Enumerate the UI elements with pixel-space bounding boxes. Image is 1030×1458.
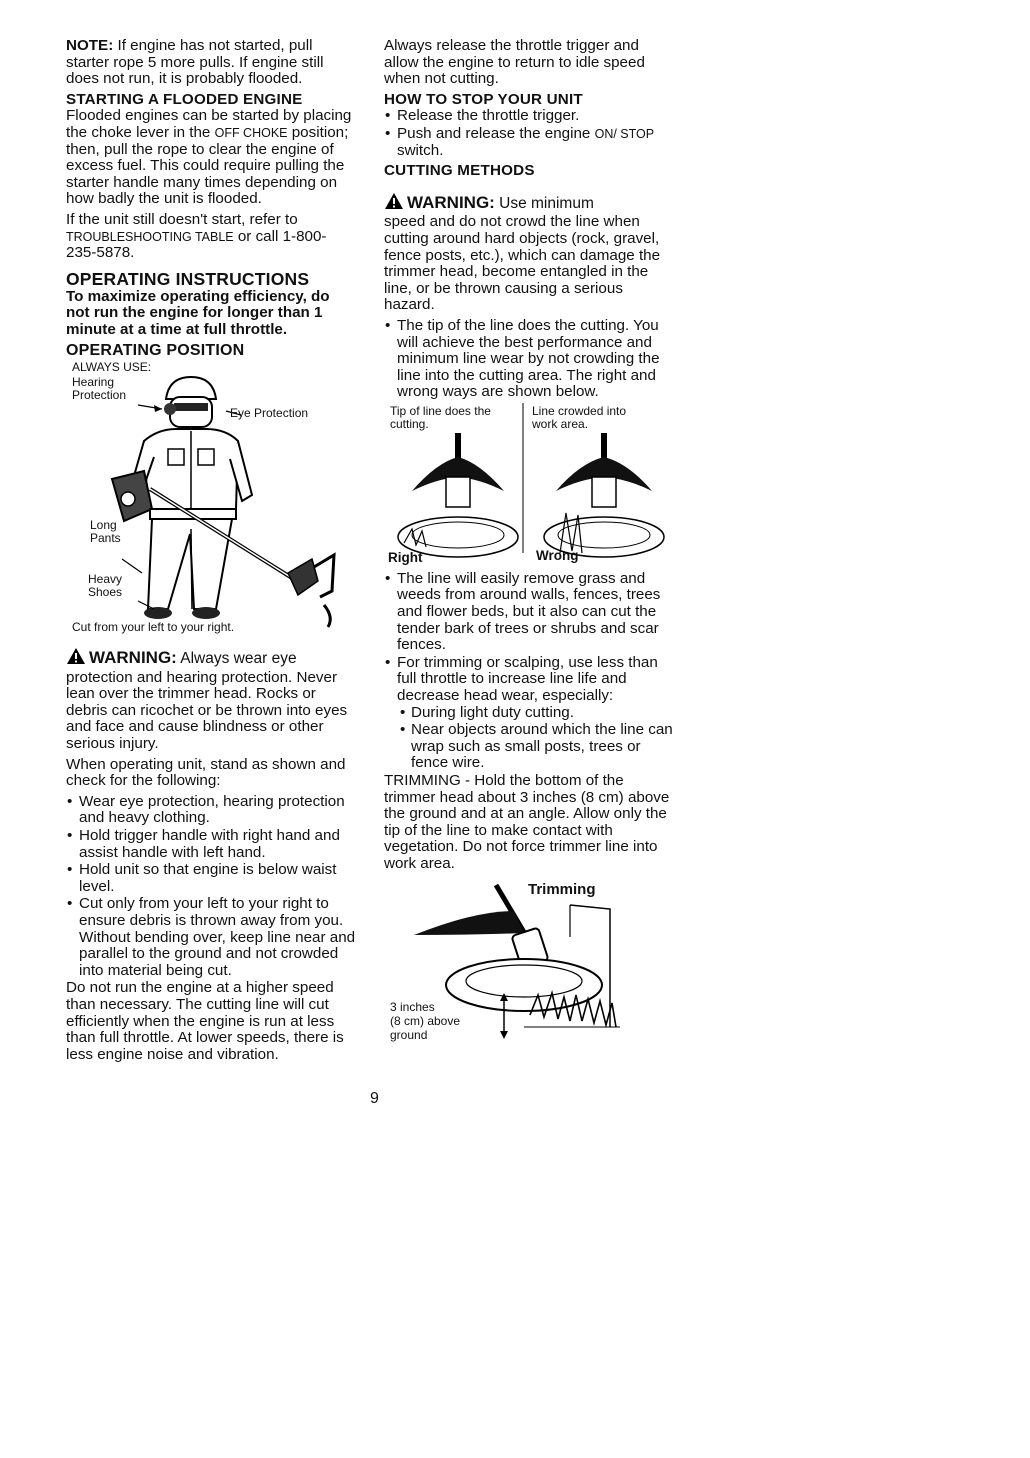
stop-text-b: switch.: [397, 141, 444, 159]
right-wrong-figure: [384, 403, 674, 567]
stop-list: [384, 108, 674, 159]
always-use-label: ALWAYS USE:: [72, 360, 152, 375]
list-item: [384, 655, 674, 772]
troubleshoot-text-b: or call 1-800-235-5878.: [66, 227, 327, 262]
long-pants-label-line2: Pants: [90, 531, 121, 546]
cutting-methods-heading: CUTTING METHODS: [384, 162, 535, 180]
list-item: • The line will easily remove grass and weeds from around walls, fences, trees and flower beds, but it also can cut the tender bark of trees or shrubs and scar fences.: [384, 571, 674, 654]
eye-warning-text: protection and hearing protection. Never lean over the trimmer head. Rocks or debris can ricochet or be thrown into eyes and face and cause blindness or other serious injury.: [66, 668, 348, 753]
warning-triangle-icon: [384, 192, 404, 215]
speed-warning-text: speed and do not crowd the line when cutting around hard objects (rock, gravel, fence posts, etc.), which can damage the trimmer head, become entangled in the line, or be thrown causing a serious hazard.: [384, 213, 661, 314]
list-item: • Near objects around which the line can wrap such as small posts, trees or fence wire.: [399, 722, 674, 772]
tip-caption-line1: Tip of line does the: [390, 403, 491, 418]
right-column: [384, 38, 674, 1053]
heavy-shoes-label-line2: Shoes: [88, 585, 123, 600]
tip-caption-line2: cutting.: [390, 416, 429, 431]
trimming-paragraph: TRIMMING - Hold the bottom of the trimmer head about 3 inches (8 cm) above the ground and at an angle. Allow only the tip of the line to make contact with vegetation. Do not force trimmer line into work area.: [384, 772, 670, 872]
release-paragraph: Always release the throttle trigger and allow the engine to return to idle speed when not cutting.: [384, 37, 645, 88]
on-stop-term: ON/ STOP: [594, 126, 655, 141]
eye-warning-lead: [66, 647, 356, 670]
height-label-line2: (8 cm) above: [390, 1013, 461, 1028]
list-item: • The tip of the line does the cutting. You will achieve the best performance and minimum line wear by not crowding the line into the cutting area. The right and wrong ways are shown below.: [384, 318, 674, 401]
list-item: • Hold trigger handle with right hand and assist handle with left hand.: [66, 828, 356, 861]
warning-lead-text: Use minimum: [494, 194, 594, 212]
list-item: • During light duty cutting.: [399, 705, 674, 722]
flooded-text-a: Flooded engines can be started by placing the choke lever in the: [66, 107, 352, 141]
page-number: 9: [370, 1090, 379, 1107]
list-item: • Hold unit so that engine is below waist level.: [66, 862, 356, 895]
throttle-tip-text: For trimming or scalping, use less than full throttle to increase line life and decrease head wear, especially:: [397, 653, 658, 705]
right-label: Right: [388, 549, 423, 565]
crowded-caption-line1: Line crowded into: [532, 403, 627, 418]
crowded-caption-line2: work area.: [532, 416, 589, 431]
warning-triangle-icon: [66, 647, 86, 670]
trimming-figure: [384, 877, 674, 1053]
usage-list: [384, 571, 674, 772]
eye-protection-label: Eye Protection: [230, 406, 309, 421]
especially-list: [399, 705, 674, 772]
speed-warning-lead: [384, 192, 674, 215]
warning-lead-text: Always wear eye: [176, 650, 297, 668]
list-item: [384, 126, 674, 159]
off-choke-term: OFF CHOKE: [214, 125, 288, 140]
height-label-line3: ground: [390, 1027, 428, 1042]
wrong-label: Wrong: [536, 547, 579, 563]
stand-intro: When operating unit, stand as shown and check for the following:: [66, 755, 346, 790]
operating-position-heading: OPERATING POSITION: [66, 341, 245, 359]
troubleshoot-paragraph: [66, 212, 356, 262]
trimming-title: Trimming: [528, 880, 596, 898]
flooded-text-b: position; then, pull the rope to clear the engine of excess fuel. This could require pulling the starter handle many times depending on how badly the unit is flooded.: [66, 123, 349, 208]
note-text: If engine has not started, pull starter rope 5 more pulls. If engine still does not run, it is probably flooded.: [66, 37, 324, 88]
troubleshooting-table-term: TROUBLESHOOTING TABLE: [66, 229, 234, 244]
hearing-protection-label-line1: Hearing: [72, 375, 115, 390]
stop-text-a: Push and release the engine: [397, 124, 595, 142]
troubleshoot-text-a: If the unit still doesn't start, refer to: [66, 210, 298, 228]
warning-label: WARNING:: [407, 192, 495, 212]
long-pants-label-line1: Long: [90, 518, 117, 533]
tip-list: [384, 318, 674, 401]
heavy-shoes-label-line1: Heavy: [88, 572, 123, 587]
height-label-line1: 3 inches: [390, 999, 435, 1014]
note-label: NOTE:: [66, 37, 114, 54]
operating-instructions-heading: OPERATING INSTRUCTIONS: [66, 268, 310, 289]
warning-label: WARNING:: [89, 648, 177, 668]
left-column: [66, 38, 356, 1067]
stop-unit-heading: HOW TO STOP YOUR UNIT: [384, 90, 583, 108]
note-paragraph: [66, 38, 356, 88]
stand-checklist: [66, 794, 356, 980]
list-item: • Cut only from your left to your right to ensure debris is thrown away from you. Without bending over, keep line near and parallel to the ground and not crowded into material being cut.: [66, 896, 356, 979]
operating-position-figure: [66, 359, 356, 635]
hearing-protection-label-line2: Protection: [72, 388, 127, 403]
figure-caption: Cut from your left to your right.: [72, 620, 235, 635]
flooded-heading: STARTING A FLOODED ENGINE: [66, 90, 303, 108]
closing-paragraph: Do not run the engine at a higher speed than necessary. The cutting line will cut efficiently when the engine is run at less than full throttle. At lower speeds, there is less engine noise and vibration.: [66, 979, 344, 1063]
list-item: • Release the throttle trigger.: [384, 108, 674, 125]
flooded-paragraph: [66, 108, 356, 208]
list-item: • Wear eye protection, hearing protection and heavy clothing.: [66, 794, 356, 827]
efficiency-note: To maximize operating efficiency, do not run the engine for longer than 1 minute at a time at full throttle.: [66, 287, 330, 338]
